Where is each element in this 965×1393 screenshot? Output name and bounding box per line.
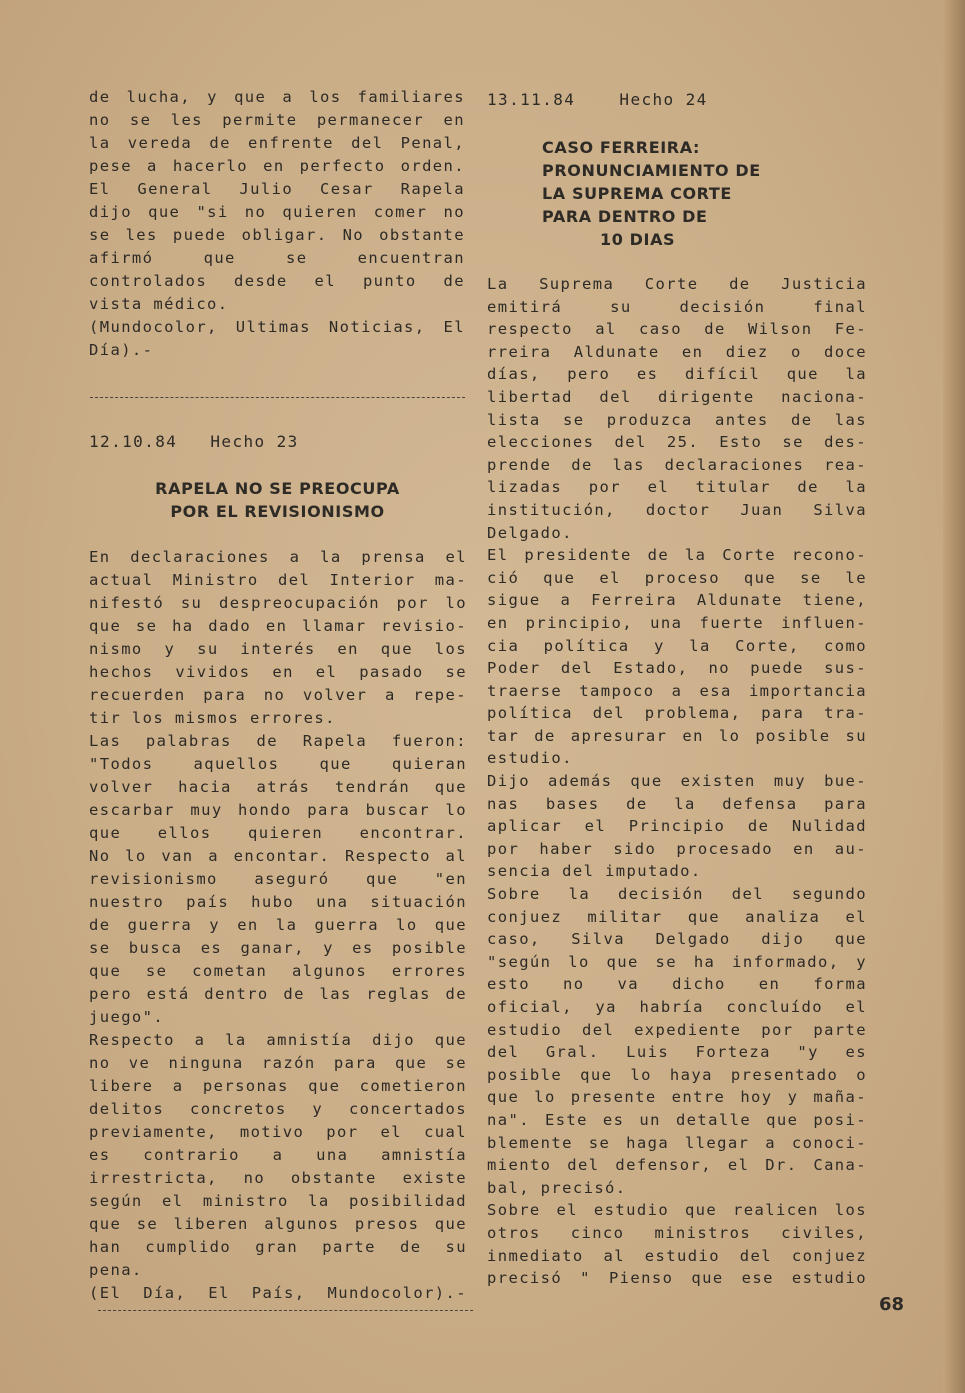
hecho-date: 13.11.84: [487, 90, 576, 109]
text-line: ció que el proceso que se le: [487, 568, 867, 587]
text-line: lizadas por el titular de la: [487, 478, 867, 497]
text-line: traerse tampoco a esa importancia: [487, 681, 867, 700]
text-line: respecto al caso de Wilson Fe-: [487, 320, 867, 339]
text-line: miento del defensor, el Dr. Cana-: [487, 1156, 867, 1175]
title-line: 10 DIAS: [600, 230, 676, 249]
text-line: lista se produzca antes de las: [487, 410, 867, 429]
text-line: no ve ninguna razón para que se: [89, 1054, 467, 1072]
text-line: de guerra y en la guerra lo que: [89, 916, 467, 934]
text-line: es contrario a una amnistía: [89, 1146, 467, 1164]
text-line: se les puede obligar. No obstante: [89, 226, 465, 244]
text-line: otros cinco ministros civiles,: [487, 1223, 867, 1242]
text-line: Poder del Estado, no puede sus-: [487, 659, 867, 678]
text-line: bal, precisó.: [487, 1178, 627, 1197]
text-line: prende de las declaraciones rea-: [487, 455, 867, 474]
text-line: afirmó que se encuentran: [89, 249, 465, 267]
text-line: El presidente de la Corte recono-: [487, 546, 867, 565]
section-divider: [98, 1310, 473, 1311]
text-line: La Suprema Corte de Justicia: [487, 275, 867, 293]
text-line: revisionismo aseguró que "en: [89, 870, 467, 888]
text-line: estudio del expediente por parte: [487, 1020, 867, 1039]
article-title: [542, 136, 761, 251]
text-line: libertad del dirigente naciona-: [487, 387, 867, 406]
text-line: que ellos quieren encontrar.: [89, 824, 467, 842]
hecho-number: Hecho 23: [210, 432, 299, 451]
text-line: la vereda de enfrente del Penal,: [89, 134, 465, 152]
text-line: precisó " Pienso que ese estudio: [487, 1269, 867, 1288]
text-line: recuerden para no volver a repe-: [89, 686, 467, 704]
text-line: Dijo además que existen muy bue-: [487, 772, 867, 791]
hecho-date: 12.10.84: [89, 432, 178, 451]
text-line: estudio.: [487, 749, 573, 768]
text-line: oficial, ya habría concluído el: [487, 998, 867, 1016]
text-line: han cumplido gran parte de su: [89, 1238, 467, 1256]
text-line: inmediato al estudio del conjuez: [487, 1246, 867, 1265]
text-line: na". Este es un detalle que posi-: [487, 1110, 867, 1129]
text-line: sencia del imputado.: [487, 862, 702, 881]
text-line: por haber sido procesado en au-: [487, 839, 867, 858]
text-line: que lo presente entre hoy y maña-: [487, 1088, 867, 1107]
hecho-23-header: [89, 432, 299, 451]
text-line: del Gral. Luis Forteza "y es: [487, 1043, 867, 1062]
text-line: irrestricta, no obstante existe: [89, 1169, 467, 1187]
text-line: vista médico.: [89, 295, 229, 313]
text-line: no se les permite permanecer en: [89, 111, 465, 129]
left-column-continuation: [89, 86, 465, 362]
text-line: No lo van a encontar. Respecto al: [89, 847, 467, 865]
text-line: según el ministro la posibilidad: [89, 1192, 467, 1210]
text-line: pese a hacerlo en perfecto orden.: [89, 157, 465, 175]
text-line: política del problema, para tra-: [487, 704, 867, 723]
text-line: tar de apresurar en lo posible su: [487, 726, 867, 745]
text-line: sigue a Ferreira Aldunate tiene,: [487, 591, 867, 610]
text-line: pero está dentro de las reglas de: [89, 985, 467, 1003]
text-line: El General Julio Cesar Rapela: [89, 180, 465, 198]
text-line: de lucha, y que a los familiares: [89, 88, 465, 106]
text-line: Respecto a la amnistía dijo que: [89, 1031, 467, 1049]
text-line: cia política y la Corte, como: [487, 636, 867, 655]
text-line: que se cometan algunos errores: [89, 962, 467, 980]
text-line: Delgado.: [487, 523, 573, 542]
text-line: Sobre la decisión del segundo: [487, 885, 867, 904]
hecho-24-header: [487, 90, 708, 109]
title-line: POR EL REVISIONISMO: [170, 502, 385, 521]
text-line: Día).-: [89, 341, 154, 359]
text-line: previamente, motivo por el cual: [89, 1123, 467, 1141]
text-line: "Todos aquellos que quieran: [89, 755, 467, 773]
title-line: PRONUNCIAMIENTO DE: [542, 161, 761, 180]
text-line: que se ha dado en llamar revisio-: [89, 617, 467, 635]
text-line: controlados desde el punto de: [89, 272, 465, 290]
text-line: delitos concretos y concertados: [89, 1100, 467, 1118]
text-line: institución, doctor Juan Silva: [487, 500, 867, 519]
text-line: nuestro país hubo una situación: [89, 893, 467, 911]
text-line: nifestó su despreocupación por lo: [89, 594, 467, 612]
right-article-body: [487, 273, 867, 1290]
text-line: conjuez militar que analiza el: [487, 907, 867, 926]
text-line: que se liberen algunos presos que: [89, 1215, 467, 1233]
text-line: "según lo que se ha informado, y: [487, 952, 867, 971]
text-line: blemente se haga llegar a conoci-: [487, 1133, 867, 1152]
hecho-number: Hecho 24: [619, 90, 708, 109]
page-number: 68: [879, 1294, 905, 1315]
text-line: hechos vividos en el pasado se: [89, 663, 467, 681]
text-line: elecciones del 25. Esto se des-: [487, 433, 867, 452]
left-article-body: [89, 546, 467, 1305]
text-line: esto no va dicho en forma: [487, 975, 867, 994]
article-title: [90, 477, 465, 523]
text-line: En declaraciones a la prensa el: [89, 548, 467, 566]
text-line: posible que lo haya presentado o: [487, 1065, 867, 1084]
title-line: CASO FERREIRA:: [542, 138, 701, 157]
text-line: dijo que "si no quieren comer no: [89, 203, 465, 221]
text-line: aplicar el Principio de Nulidad: [487, 817, 867, 836]
section-divider: [90, 397, 465, 398]
text-line: volver hacia atrás tendrán que: [89, 778, 467, 796]
text-line: rreira Aldunate en diez o doce: [487, 342, 867, 361]
text-line: tir los mismos errores.: [89, 709, 336, 727]
text-line: juego".: [89, 1008, 165, 1026]
text-line: nismo y su interés en que los: [89, 640, 467, 658]
title-line: LA SUPREMA CORTE: [542, 184, 732, 203]
text-line: (Mundocolor, Ultimas Noticias, El: [89, 318, 465, 336]
text-line: caso, Silva Delgado dijo que: [487, 930, 867, 949]
text-line: actual Ministro del Interior ma-: [89, 571, 467, 589]
title-line: RAPELA NO SE PREOCUPA: [155, 479, 400, 498]
text-line: en principio, una fuerte influen-: [487, 613, 867, 632]
title-line: PARA DENTRO DE: [542, 207, 708, 226]
page-edge: [943, 0, 965, 1393]
text-line: pena.: [89, 1261, 143, 1279]
text-line: emitirá su decisión final: [487, 297, 867, 316]
text-line: (El Día, El País, Mundocolor).-: [89, 1284, 467, 1302]
text-line: Las palabras de Rapela fueron:: [89, 732, 467, 750]
text-line: días, pero es difícil que la: [487, 365, 867, 384]
text-line: nas bases de la defensa para: [487, 794, 867, 813]
text-line: Sobre el estudio que realicen los: [487, 1201, 867, 1220]
text-line: libere a personas que cometieron: [89, 1077, 467, 1095]
text-line: se busca es ganar, y es posible: [89, 939, 467, 957]
text-line: escarbar muy hondo para buscar lo: [89, 801, 467, 819]
